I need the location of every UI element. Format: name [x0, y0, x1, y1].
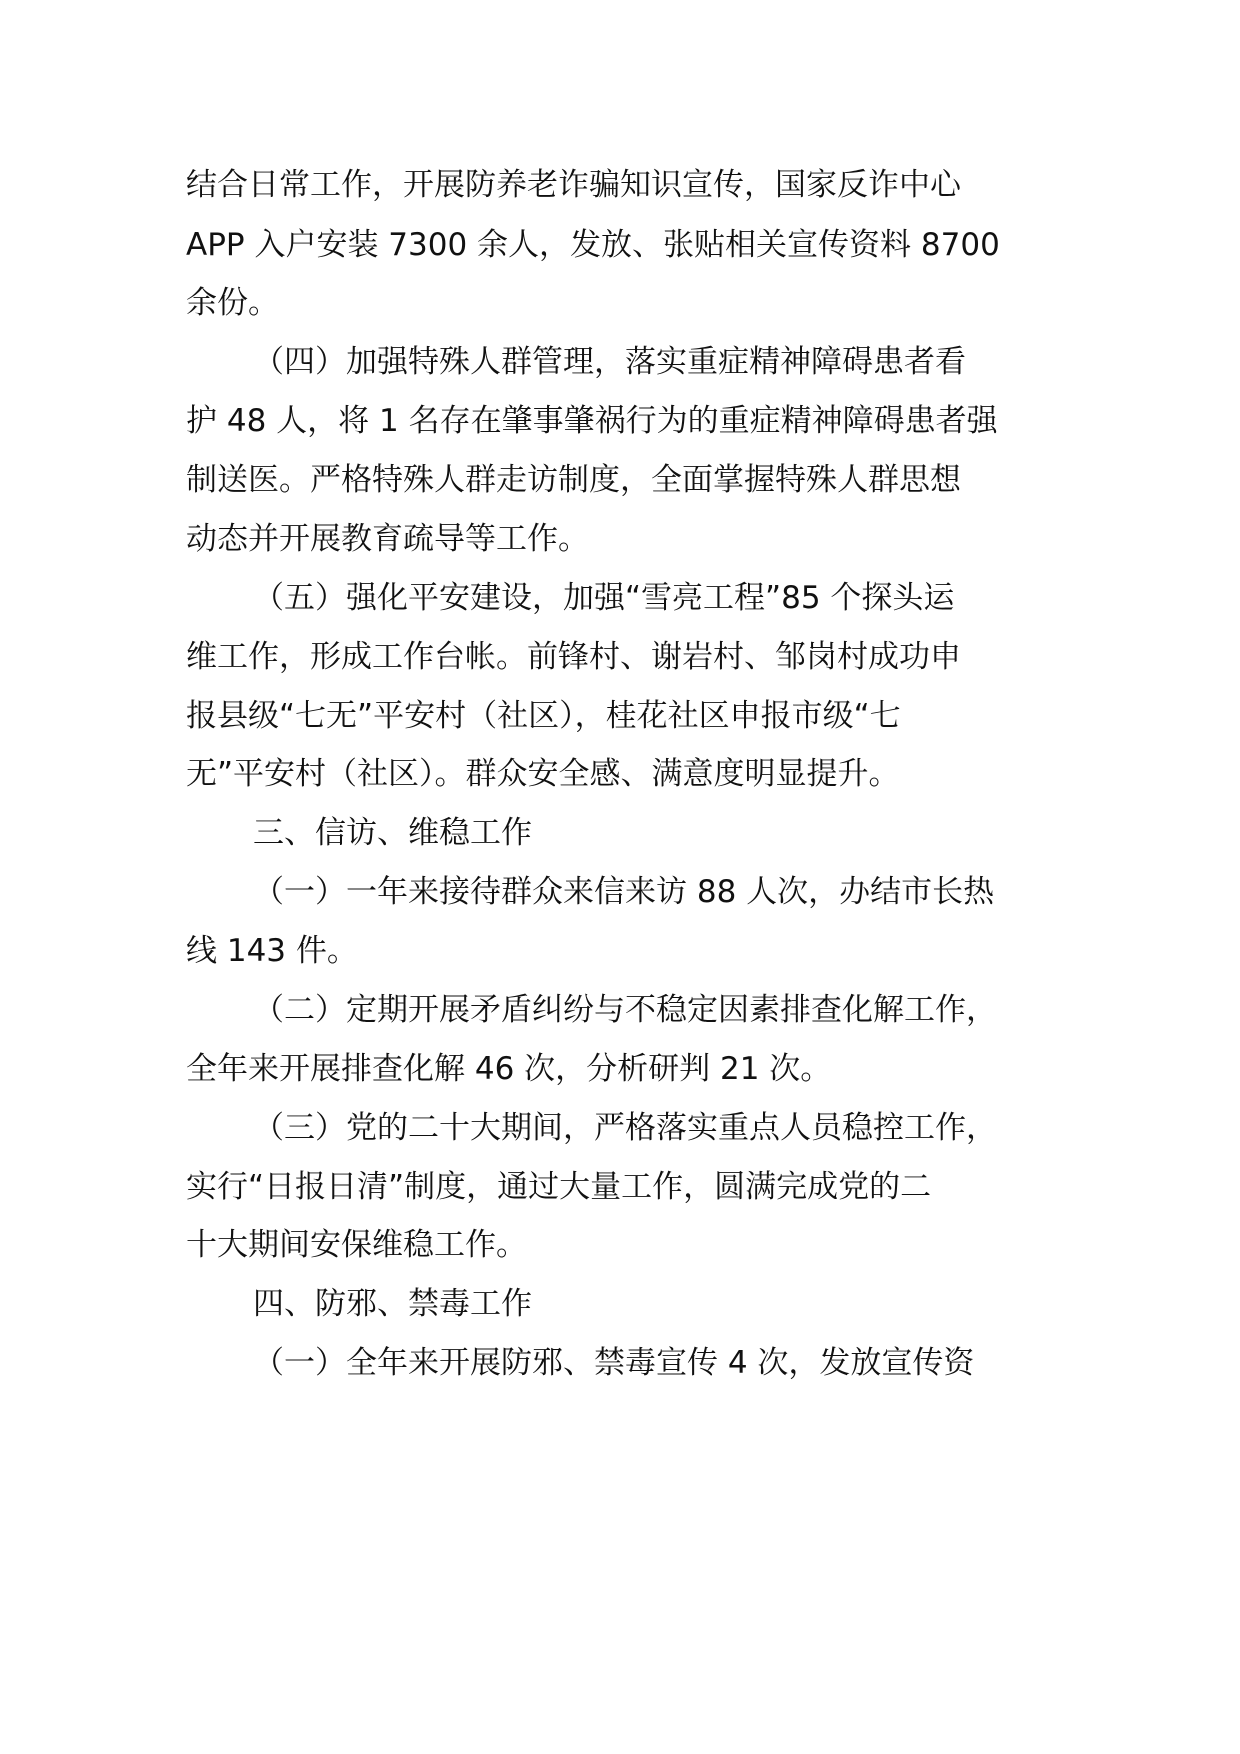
text-line: 动态并开展教育疏导等工作。: [186, 521, 589, 557]
text-line: 十大期间安保维稳工作。: [186, 1227, 527, 1263]
text-line: 全年来开展排查化解 46 次，分析研判 21 次。: [186, 1051, 832, 1087]
text-line: 无”平安村（社区）。群众安全感、满意度明显提升。: [186, 756, 900, 792]
section-heading: 四、防邪、禁毒工作: [253, 1286, 532, 1322]
section-heading: 三、信访、维稳工作: [253, 815, 532, 851]
text-line: APP 入户安装 7300 余人，发放、张贴相关宣传资料 8700: [186, 227, 1000, 263]
paragraph-first-line: （三）党的二十大期间，严格落实重点人员稳控工作，: [253, 1110, 997, 1146]
text-line: 制送医。严格特殊人群走访制度，全面掌握特殊人群思想: [186, 462, 961, 498]
paragraph-first-line: （四）加强特殊人群管理，落实重症精神障碍患者看: [253, 344, 966, 380]
text-line: 结合日常工作，开展防养老诈骗知识宣传，国家反诈中心: [186, 167, 961, 203]
text-line: 护 48 人，将 1 名存在肇事肇祸行为的重症精神障碍患者强: [186, 403, 998, 439]
text-line: 余份。: [186, 285, 279, 321]
paragraph-first-line: （二）定期开展矛盾纠纷与不稳定因素排查化解工作，: [253, 992, 997, 1028]
text-line: 报县级“七无”平安村（社区），桂花社区申报市级“七: [186, 698, 901, 734]
paragraph-first-line: （五）强化平安建设，加强“雪亮工程”85 个探头运: [253, 580, 955, 616]
text-line: 维工作，形成工作台帐。前锋村、谢岩村、邹岗村成功申: [186, 639, 961, 675]
paragraph-first-line: （一）一年来接待群众来信来访 88 人次，办结市长热: [253, 874, 995, 910]
text-line: 实行“日报日清”制度，通过大量工作，圆满完成党的二: [186, 1169, 932, 1205]
text-line: 线 143 件。: [186, 933, 358, 969]
paragraph-first-line: （一）全年来开展防邪、禁毒宣传 4 次，发放宣传资: [253, 1345, 975, 1381]
